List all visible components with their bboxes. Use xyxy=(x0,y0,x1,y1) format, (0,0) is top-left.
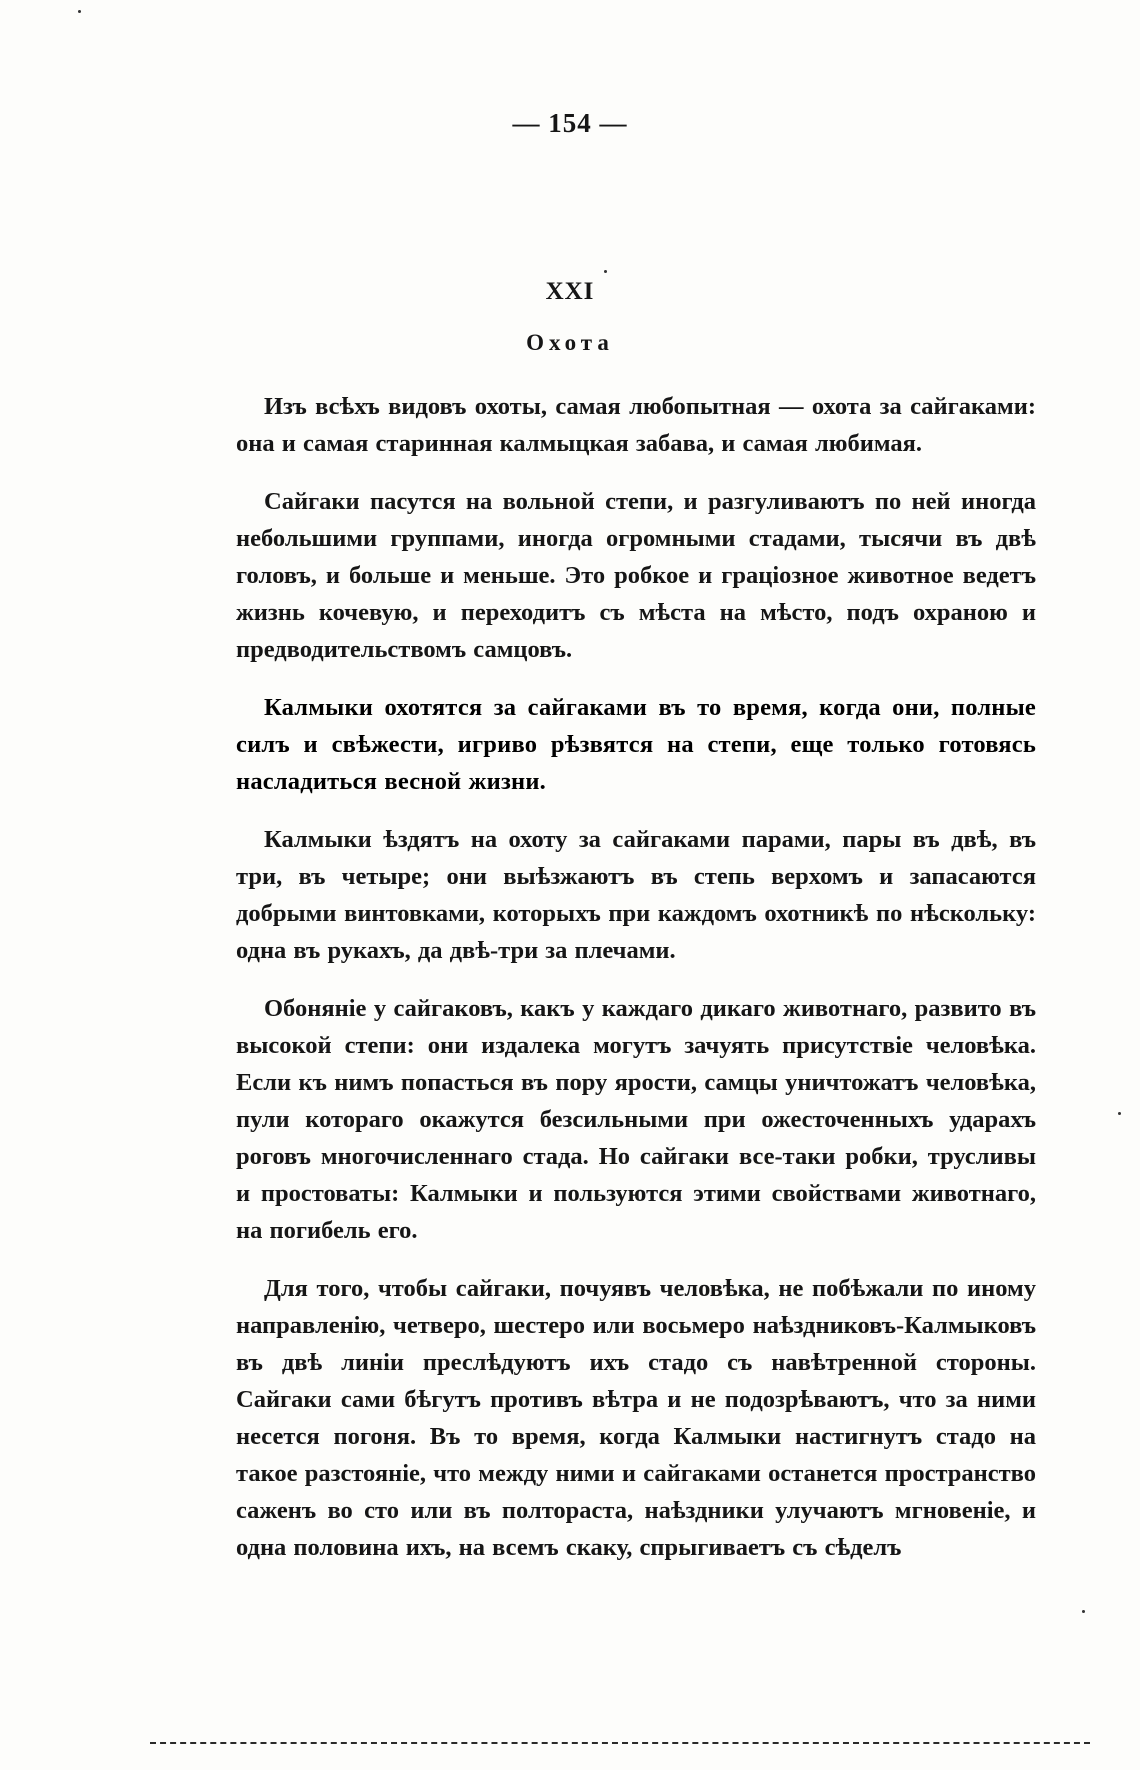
paragraph-3: Калмыки охотятся за сайгаками въ то время, когда они, полные силъ и свѣжести, игриво рѣзвятся на степи, еще только готовясь насладиться весной жизни. xyxy=(236,694,1036,795)
ink-speck xyxy=(1118,1112,1121,1115)
ink-speck xyxy=(78,10,81,13)
paragraph-4: Калмыки ѣздятъ на охоту за сайгаками парами, пары въ двѣ, въ три, въ четыре; они выѣзжаютъ въ степь верхомъ и запасаются добрыми винтовками, которыхъ при каждомъ охотникѣ по нѣскольку: одна въ рукахъ, да двѣ-три за плечами. xyxy=(236,826,1036,964)
ink-speck xyxy=(604,270,607,273)
paragraph-1: Изъ всѣхъ видовъ охоты, самая любопытная — охота за сайгаками: она и самая старинная калмыцкая забава, и самая любимая. xyxy=(236,393,1036,457)
bottom-rule xyxy=(150,1742,1090,1744)
ink-speck xyxy=(1082,1610,1085,1613)
paragraph-5: Обоняніе у сайгаковъ, какъ у каждаго дикаго животнаго, развито въ высокой степи: они издалека могутъ зачуять присутствіе человѣка. Если къ нимъ попасться въ пору ярости, самцы уничтожатъ человѣка, пули котораго окажутся безсильными при ожесточенныхъ ударахъ роговъ многочисленнаго стада. Но сайгаки все-таки робки, трусливы и простоваты: Калмыки и пользуются этими свойствами животнаго, на погибель его. xyxy=(236,995,1036,1244)
chapter-number: XXI xyxy=(545,278,595,305)
body-text xyxy=(236,388,1036,1587)
paragraph-6: Для того, чтобы сайгаки, почуявъ человѣка, не побѣжали по иному направленію, четверо, шестеро или восьмеро наѣздниковъ-Калмыковъ въ двѣ линіи преслѣдуютъ ихъ стадо съ навѣтренной стороны. Сайгаки сами бѣгутъ противъ вѣтра и не подозрѣваютъ, что за ними несется погоня. Въ то время, когда Калмыки настигнутъ стадо на такое разстояніе, что между ними и сайгаками останется пространство саженъ во сто или въ полтораста, наѣздники улучаютъ мгновеніе, и одна половина ихъ, на всемъ скаку, спрыгиваетъ съ сѣделъ xyxy=(236,1275,1036,1561)
chapter-title: Охота xyxy=(526,330,614,355)
paragraph-2: Сайгаки пасутся на вольной степи, и разгуливаютъ по ней иногда небольшими группами, иногда огромными стадами, тысячи въ двѣ головъ, и больше и меньше. Это робкое и граціозное животное ведетъ жизнь кочевую, и переходитъ съ мѣста на мѣсто, подъ охраною и предводительствомъ самцовъ. xyxy=(236,488,1036,663)
page-number: — 154 — xyxy=(512,108,628,138)
